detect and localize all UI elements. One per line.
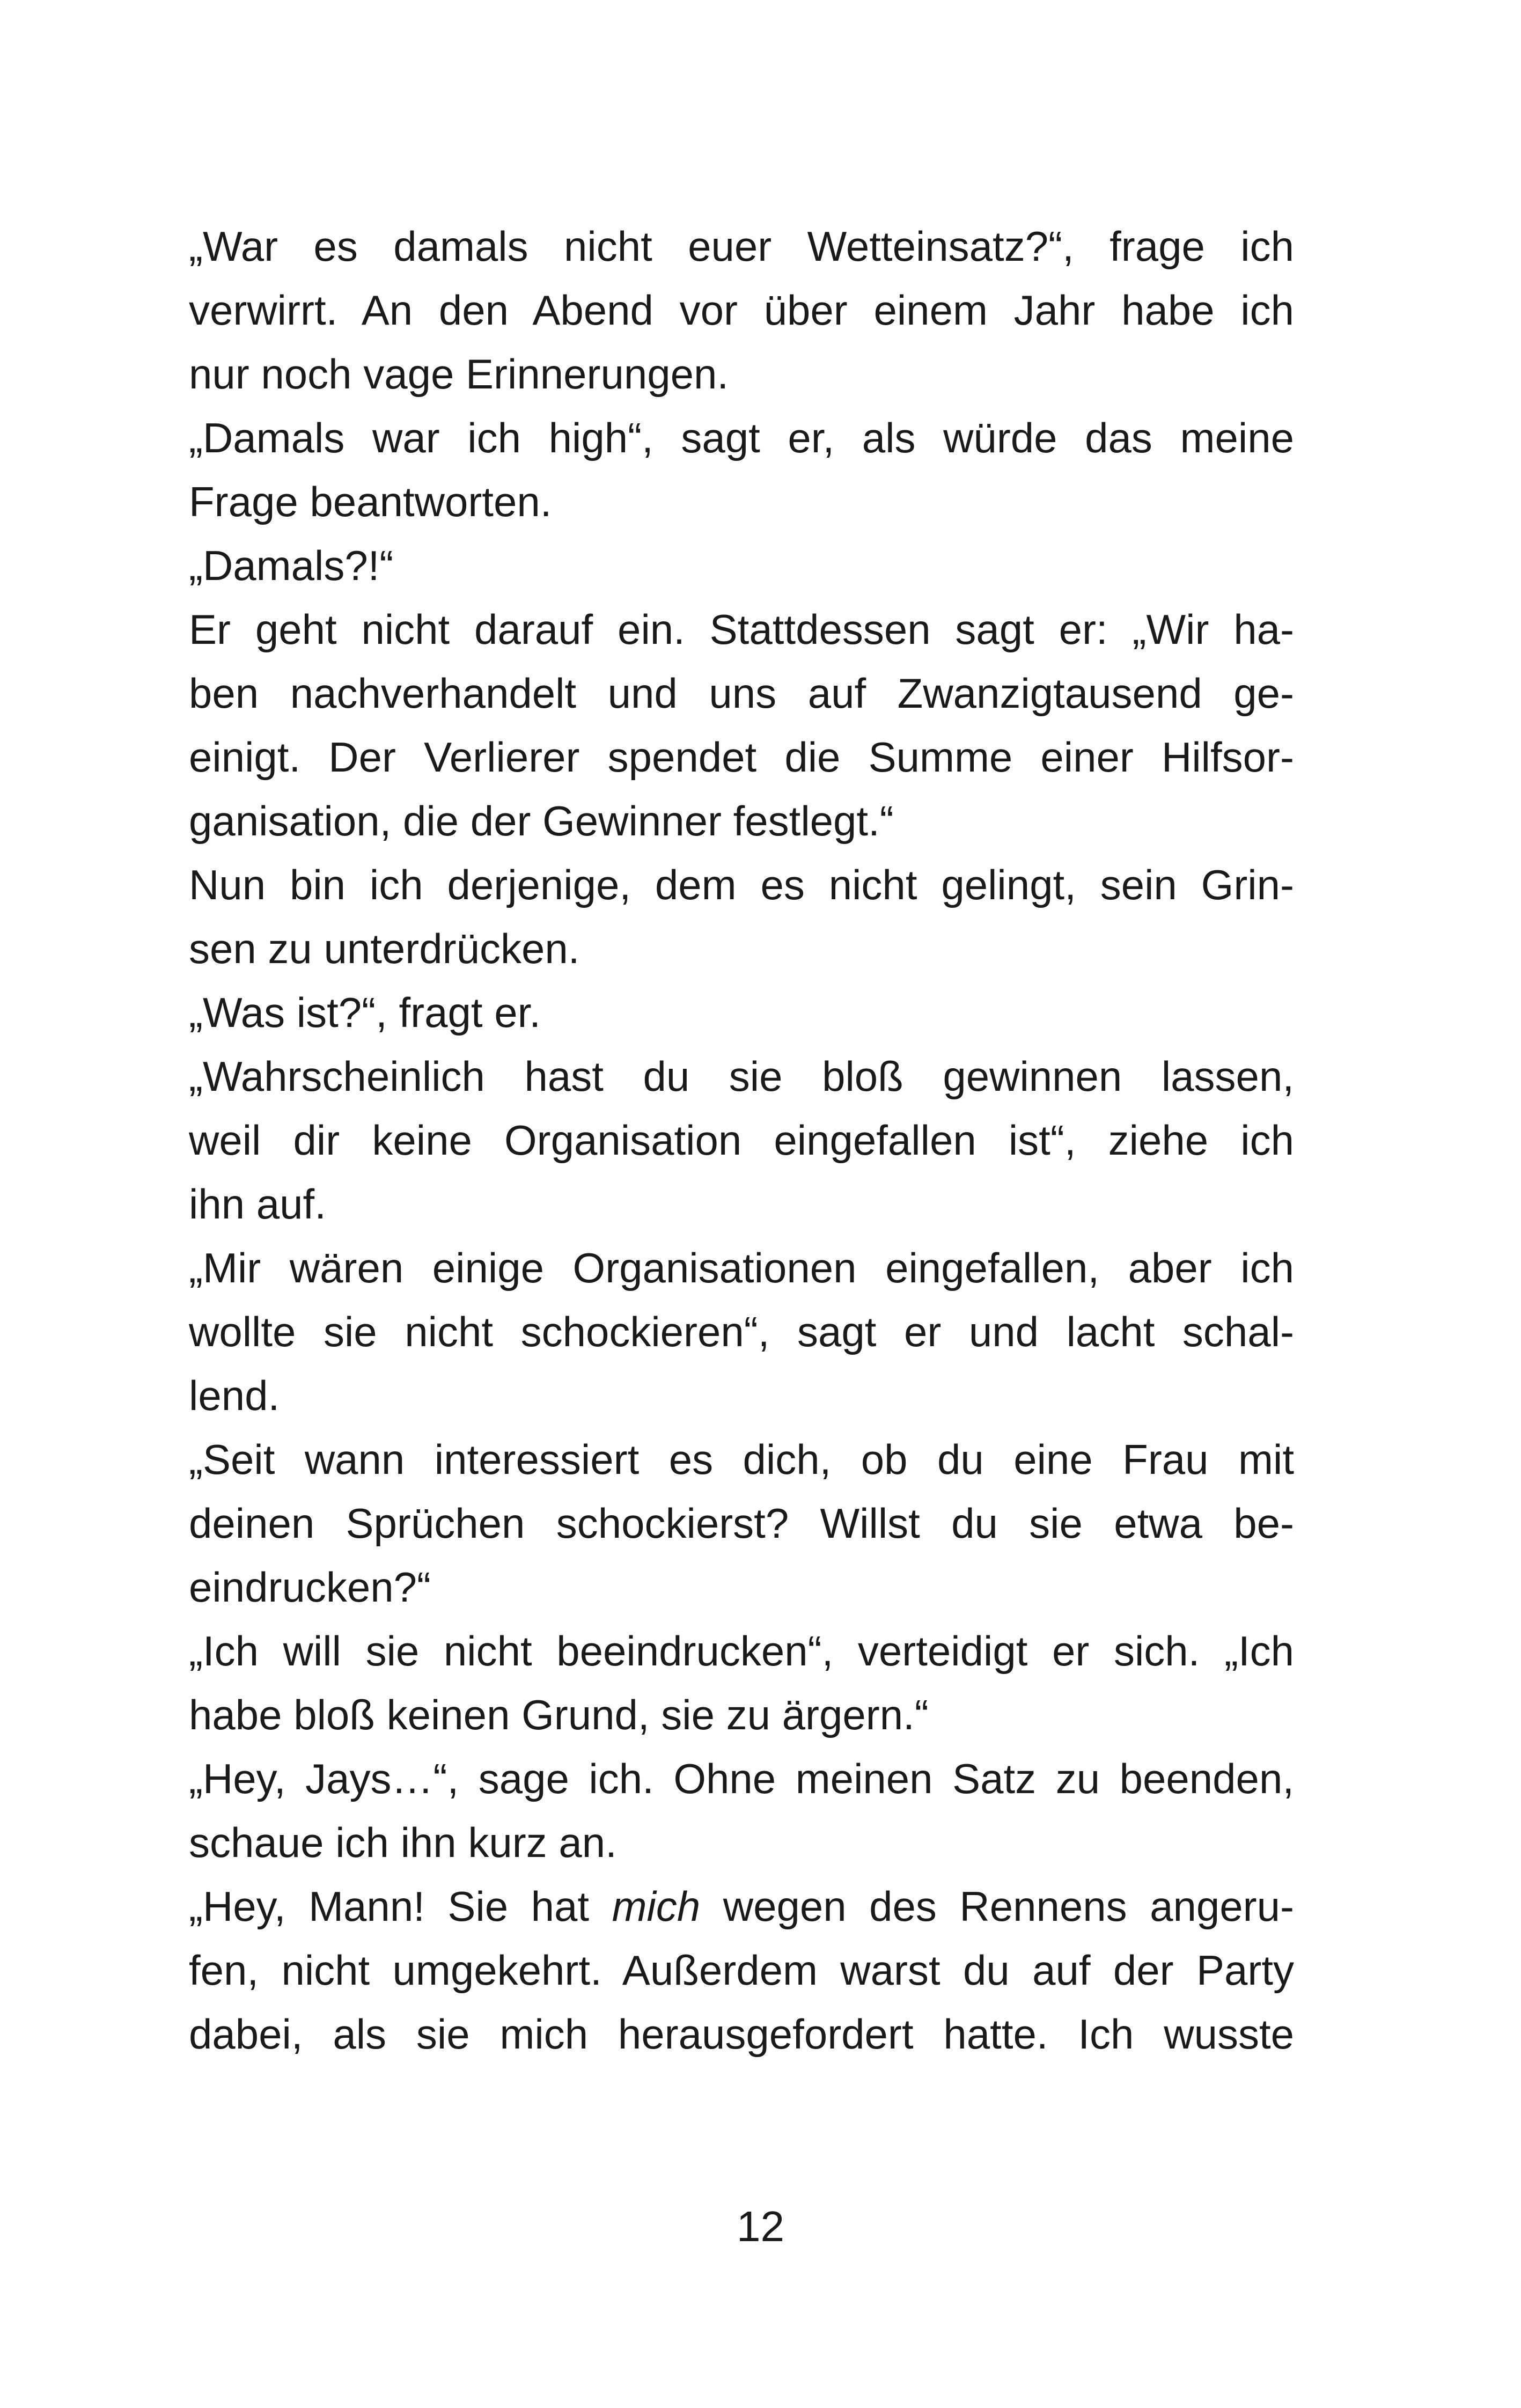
- text-line: ihn auf.: [189, 1180, 326, 1228]
- text-line: eindrucken?“: [189, 1563, 431, 1611]
- text-line: deinen Sprüchen schockierst? Willst du sie etwa be-: [189, 1500, 1294, 1547]
- page-number: 12: [737, 2203, 784, 2250]
- text-line: „Ich will sie nicht beeindrucken“, verteidigt er sich. „Ich: [189, 1627, 1294, 1675]
- text-segment: „Hey, Mann! Sie hat: [189, 1883, 612, 1930]
- text-line: nur noch vage Erinnerungen.: [189, 350, 729, 398]
- text-line: einigt. Der Verlierer spendet die Summe einer Hilfsor-: [189, 733, 1294, 781]
- text-line: „Damals war ich high“, sagt er, als würde das meine: [189, 414, 1294, 461]
- text-line: schaue ich ihn kurz an.: [189, 1819, 617, 1866]
- text-line: „Mir wären einige Organisationen eingefallen, aber ich: [189, 1244, 1294, 1291]
- text-line: sen zu unterdrücken.: [189, 925, 580, 972]
- text-line: fen, nicht umgekehrt. Außerdem warst du auf der Party: [189, 1947, 1294, 1994]
- text-line: wollte sie nicht schockieren“, sagt er und lacht schal-: [189, 1308, 1294, 1355]
- text-line: Frage beantworten.: [189, 478, 552, 525]
- text-line: dabei, als sie mich herausgefordert hatte. Ich wusste: [189, 2010, 1294, 2058]
- text-segment: wegen des Rennens angeru-: [700, 1883, 1294, 1930]
- text-line: ben nachverhandelt und uns auf Zwanzigtausend ge-: [189, 670, 1294, 717]
- text-line: „Hey, Jays…“, sage ich. Ohne meinen Satz zu beenden,: [189, 1755, 1294, 1802]
- text-line: „War es damals nicht euer Wetteinsatz?“, frage ich: [189, 223, 1294, 270]
- text-line: Er geht nicht darauf ein. Stattdessen sagt er: „Wir ha-: [189, 606, 1294, 653]
- text-line: ganisation, die der Gewinner festlegt.“: [189, 797, 894, 845]
- italic-emphasis: mich: [612, 1883, 701, 1930]
- text-line: verwirrt. An den Abend vor über einem Jahr habe ich: [189, 287, 1294, 334]
- text-line: lend.: [189, 1372, 280, 1419]
- text-line: [189, 1875, 1294, 1939]
- text-line: Nun bin ich derjenige, dem es nicht gelingt, sein Grin-: [189, 861, 1294, 908]
- text-line: weil dir keine Organisation eingefallen ist“, ziehe ich: [189, 1117, 1294, 1164]
- page-body: [189, 215, 1294, 2066]
- text-line: „Wahrscheinlich hast du sie bloß gewinnen lassen,: [189, 1053, 1294, 1100]
- text-line: „Was ist?“, fragt er.: [189, 989, 541, 1036]
- text-line: „Seit wann interessiert es dich, ob du eine Frau mit: [189, 1436, 1294, 1483]
- text-line: „Damals?!“: [189, 542, 394, 589]
- text-line: habe bloß keinen Grund, sie zu ärgern.“: [189, 1691, 929, 1738]
